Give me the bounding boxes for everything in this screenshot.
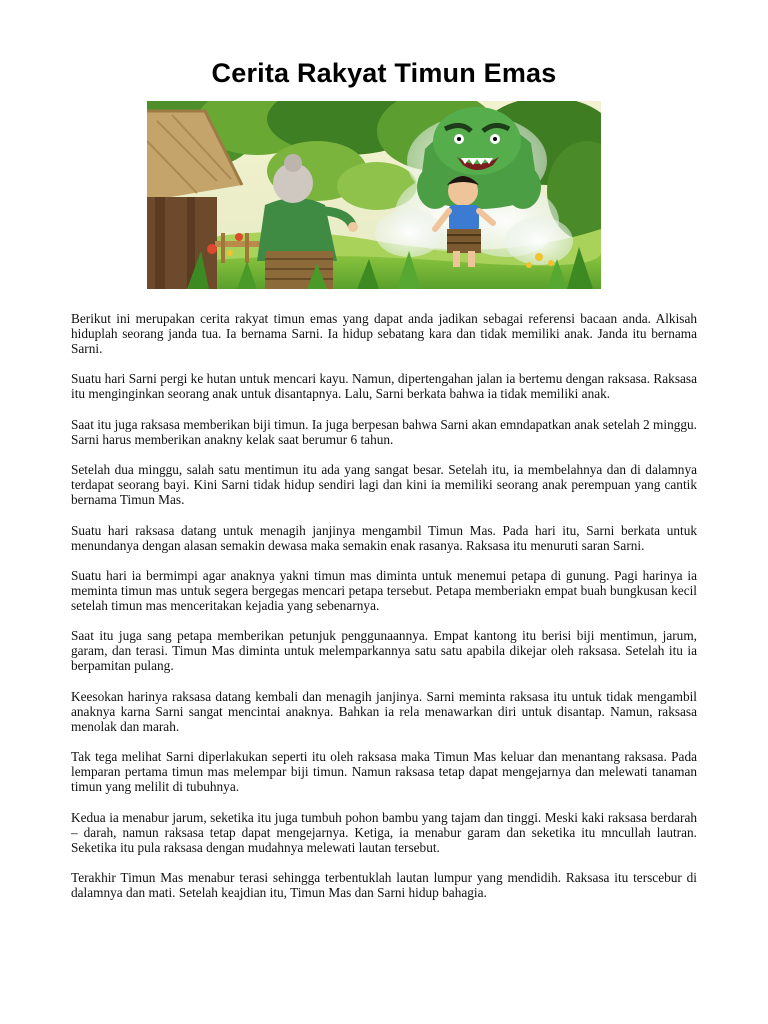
story-paragraph: Saat itu juga raksasa memberikan biji timun. Ia juga berpesan bahwa Sarni akan emndapatkan anak setelah 2 minggu. Sarni harus memberikan anakny kelak saat berumur 6 tahun. — [71, 416, 697, 447]
story-paragraph: Suatu hari raksasa datang untuk menagih janjinya mengambil Timun Mas. Pada hari itu, Sarni berkata untuk menundanya dengan alasan semakin dewasa maka semakin enak rasanya. Raksasa itu menuruti saran Sarni. — [71, 522, 697, 553]
story-body — [71, 311, 697, 915]
story-paragraph: Keesokan harinya raksasa datang kembali dan menagih janjinya. Sarni meminta raksasa itu untuk tidak mengambil anaknya karna Sarni sangat mencintai anaknya. Bahkan ia rela menawarkan diri untuk disantap. Namun, raksasa menolak dan marah. — [71, 688, 697, 734]
story-paragraph: Tak tega melihat Sarni diperlakukan seperti itu oleh raksasa maka Timun Mas keluar dan menantang raksasa. Pada lemparan pertama timun mas melempar biji timun. Namun raksasa tetap dapat mengejarnya dan melewati tanaman timun yang melilit di tubuhnya. — [71, 749, 697, 795]
story-paragraph: Setelah dua minggu, salah satu mentimun itu ada yang sangat besar. Setelah itu, ia membelahnya dan di dalamnya terdapat seorang bayi. Kini Sarni tidak hidup sendiri lagi dan kini ia memiliki seorang anak perempuan yang cantik bernama Timun Mas. — [71, 462, 697, 508]
story-paragraph: Saat itu juga sang petapa memberikan petunjuk penggunaannya. Empat kantong itu berisi biji mentimun, jarum, garam, dan terasi. Timun Mas diminta untuk melemparkannya satu satu apabila dikejar oleh raksasa. Setelah itu ia berpamitan pulang. — [71, 628, 697, 674]
story-paragraph: Suatu hari ia bermimpi agar anaknya yakni timun mas diminta untuk menemui petapa di gunung. Pagi harinya ia meminta timun mas untuk segera bergegas mencari petapa tersebut. Petapa memberiakn empat buah bungkusan kecil setelah timun mas menceritakan kejadia yang sebenarnya. — [71, 567, 697, 613]
story-paragraph: Suatu hari Sarni pergi ke hutan untuk mencari kayu. Namun, dipertengahan jalan ia bertemu dengan raksasa. Raksasa itu menginginkan seorang anak untuk disantapnya. Lalu, Sarni berkata bahwa ia tidak memiliki anak. — [71, 371, 697, 402]
story-illustration — [147, 101, 601, 289]
story-paragraph: Kedua ia menabur jarum, seketika itu juga tumbuh pohon bambu yang tajam dan tinggi. Meski kaki raksasa berdarah – darah, namun raksasa tetap dapat mengejarnya. Ketiga, ia menabur garam dan seketika itu mncullah lautran. Seketika itu pula raksasa dengan mudahnya melewati lautan tersebut. — [71, 809, 697, 855]
page-title: Cerita Rakyat Timun Emas — [211, 58, 557, 88]
story-paragraph: Berikut ini merupakan cerita rakyat timun emas yang dapat anda jadikan sebagai referensi bacaan anda. Alkisah hiduplah seorang janda tua. Ia bernama Sarni. Ia hidup sebatang kara dan tidak memiliki anak. Janda itu bernama Sarni. — [71, 311, 697, 356]
story-paragraph: Terakhir Timun Mas menabur terasi sehingga terbentuklah lautan lumpur yang mendidih. Raksasa itu terscebur di dalamnya dan mati. Setelah keajdian itu, Timun Mas dan Sarni hidup bahagia. — [71, 869, 697, 900]
